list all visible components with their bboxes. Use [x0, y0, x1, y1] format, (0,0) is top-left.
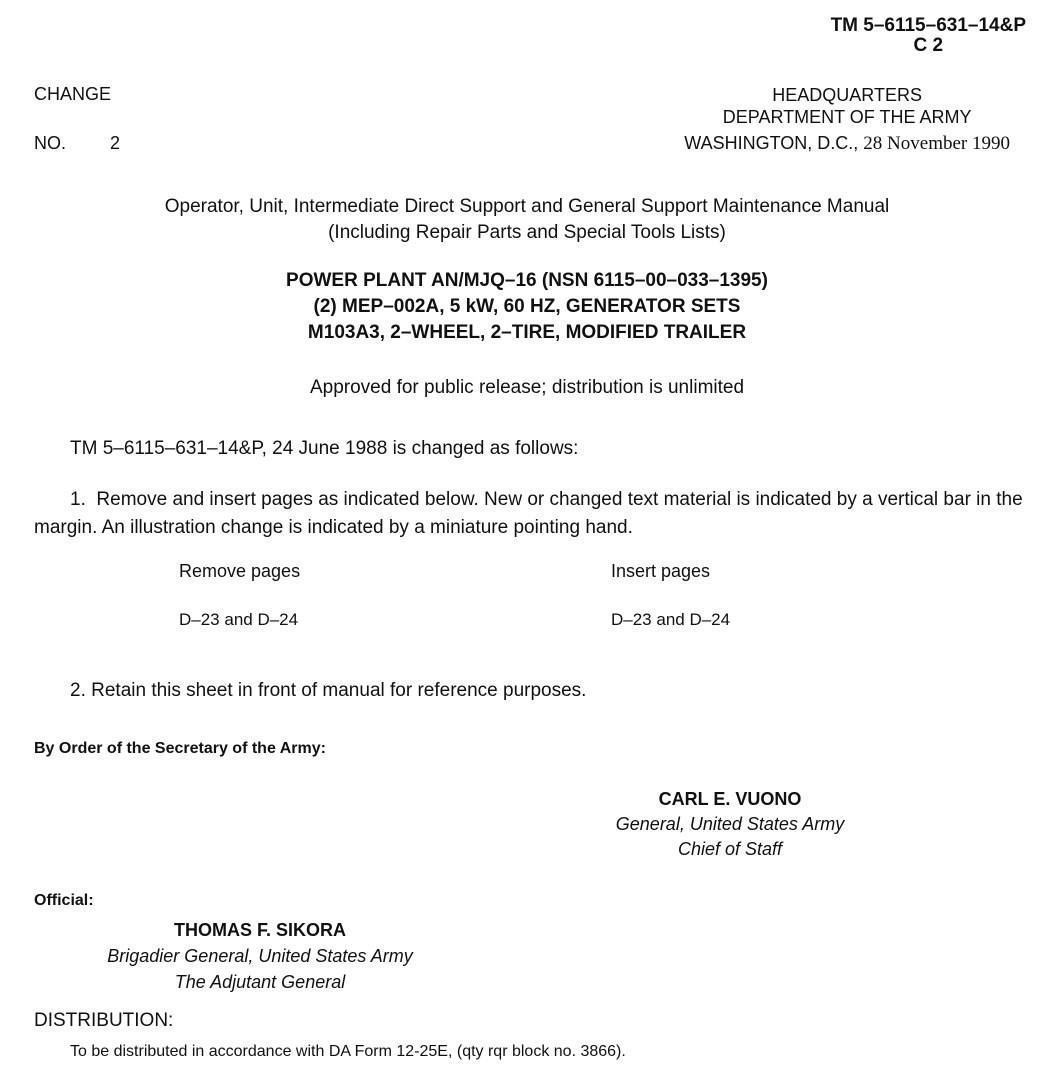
- insert-pages-value: D–23 and D–24: [611, 610, 731, 629]
- manual-title: [0, 194, 1054, 246]
- signatory-2-title: Brigadier General, United States Army: [107, 946, 413, 966]
- headquarters-block: [684, 84, 1010, 155]
- by-order-statement: By Order of the Secretary of the Army:: [34, 740, 326, 757]
- change-code: C 2: [913, 35, 944, 56]
- release-statement: Approved for public release; distribution is unlimited: [309, 377, 745, 398]
- hq-city: WASHINGTON, D.C.,: [684, 133, 859, 153]
- official-label: Official:: [34, 892, 94, 909]
- paragraph-2: 2. Retain this sheet in front of manual for reference purposes.: [70, 680, 587, 701]
- equipment-title-line-1: POWER PLANT AN/MJQ–16 (NSN 6115–00–033–1395): [286, 270, 768, 291]
- equipment-title: [0, 268, 1054, 346]
- change-label: CHANGE: [34, 84, 112, 104]
- manual-title-line-2: (Including Repair Parts and Special Tools Lists): [328, 222, 726, 243]
- changed-statement: TM 5–6115–631–14&P, 24 June 1988 is changed as follows:: [70, 438, 579, 459]
- hq-location-date: [684, 132, 1010, 155]
- change-no-label: NO.: [34, 133, 67, 153]
- paragraph-1-number: 1.: [70, 489, 86, 510]
- paragraph-1: [34, 486, 1034, 542]
- distribution-text: To be distributed in accordance with DA Form 12-25E, (qty rqr block no. 3866).: [70, 1043, 626, 1060]
- signatory-1-title: General, United States Army: [615, 814, 845, 834]
- signatory-2-role: The Adjutant General: [174, 972, 346, 992]
- signatory-2-name: THOMAS F. SIKORA: [173, 920, 346, 940]
- equipment-title-line-3: M103A3, 2–WHEEL, 2–TIRE, MODIFIED TRAILER: [307, 322, 747, 343]
- tm-number-block: [831, 16, 1026, 56]
- insert-pages-header: Insert pages: [611, 561, 711, 581]
- equipment-title-line-2: (2) MEP–002A, 5 kW, 60 HZ, GENERATOR SETS: [313, 296, 741, 317]
- signature-block-chief-of-staff: [560, 787, 900, 862]
- signatory-1-role: Chief of Staff: [677, 839, 783, 859]
- manual-title-line-1: Operator, Unit, Intermediate Direct Support and General Support Maintenance Manual: [164, 196, 890, 217]
- hq-line-2: DEPARTMENT OF THE ARMY: [722, 107, 972, 127]
- paragraph-1-text: Remove and insert pages as indicated below. New or changed text material is indicated by a vertical bar in the margin. An illustration change is indicated by a miniature pointing hand.: [34, 489, 1023, 538]
- signatory-1-name: CARL E. VUONO: [658, 789, 802, 809]
- tm-number: TM 5–6115–631–14&P: [830, 15, 1026, 36]
- hq-date: 28 November 1990: [863, 133, 1010, 154]
- distribution-label: DISTRIBUTION:: [34, 1010, 174, 1031]
- remove-pages-value: D–23 and D–24: [179, 610, 299, 629]
- remove-pages-header: Remove pages: [179, 561, 301, 581]
- hq-line-1: HEADQUARTERS: [772, 85, 922, 105]
- signature-block-adjutant-general: [70, 917, 450, 995]
- change-no-value: 2: [110, 133, 121, 153]
